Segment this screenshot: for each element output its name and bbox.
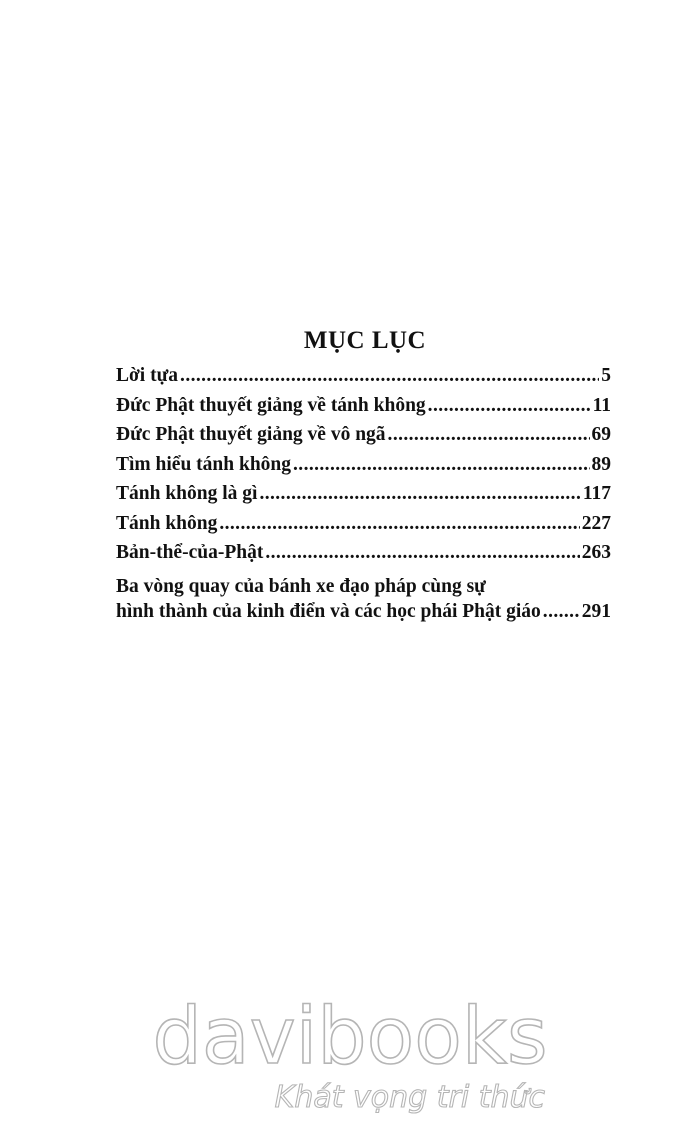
- toc-entry-page: 227: [581, 512, 611, 534]
- toc-entry-page: 263: [581, 542, 611, 563]
- toc-entry: [116, 513, 611, 543]
- dot-leader: [219, 513, 579, 535]
- toc-entry: [116, 483, 611, 513]
- toc-entry-page: 11: [592, 394, 611, 416]
- toc-entry: [116, 365, 611, 395]
- toc-entry: [116, 424, 611, 454]
- toc-entry: [116, 395, 611, 425]
- dot-leader: [428, 395, 591, 417]
- toc-entry-page: 117: [582, 483, 611, 504]
- toc-entry-label-line2: hình thành của kinh điển và các học phái Phật giáo: [116, 601, 541, 622]
- dot-leader: [293, 454, 589, 476]
- toc-entry-label: Đức Phật thuyết giảng về tánh không: [116, 394, 426, 416]
- toc-entry-page: 291: [581, 601, 611, 622]
- dot-leader: [265, 542, 579, 564]
- toc-entry-label: Tánh không: [116, 512, 218, 534]
- toc-entry-label: Tìm hiểu tánh không: [116, 453, 292, 475]
- toc-entry-page: 69: [591, 424, 611, 445]
- toc-entry-line2: [116, 601, 611, 631]
- toc-entry-label: Bản-thể-của-Phật: [116, 542, 264, 563]
- dot-leader: [259, 483, 580, 505]
- toc-entry-page: 89: [591, 453, 611, 475]
- watermark-slogan: Khát vọng tri thức: [274, 1080, 545, 1115]
- toc-entry-label-line1: Ba vòng quay của bánh xe đạo pháp cùng sự: [116, 575, 486, 597]
- toc-entry-page: 5: [601, 365, 611, 386]
- toc-title: MỤC LỤC: [303, 327, 427, 354]
- watermark-brand: davibooks: [152, 992, 548, 1082]
- dot-leader: [388, 424, 590, 446]
- toc-entry-label: Tánh không là gì: [116, 483, 258, 504]
- table-of-contents: [116, 365, 611, 631]
- dot-leader: [543, 601, 580, 623]
- davibooks-watermark: [140, 985, 560, 1115]
- toc-entry-label: Lời tựa: [116, 365, 179, 386]
- dot-leader: [180, 365, 599, 387]
- toc-entry: [116, 454, 611, 484]
- toc-entry-multiline: [116, 572, 611, 631]
- toc-entry: [116, 542, 611, 572]
- toc-entry-label: Đức Phật thuyết giảng về vô ngã: [116, 424, 386, 445]
